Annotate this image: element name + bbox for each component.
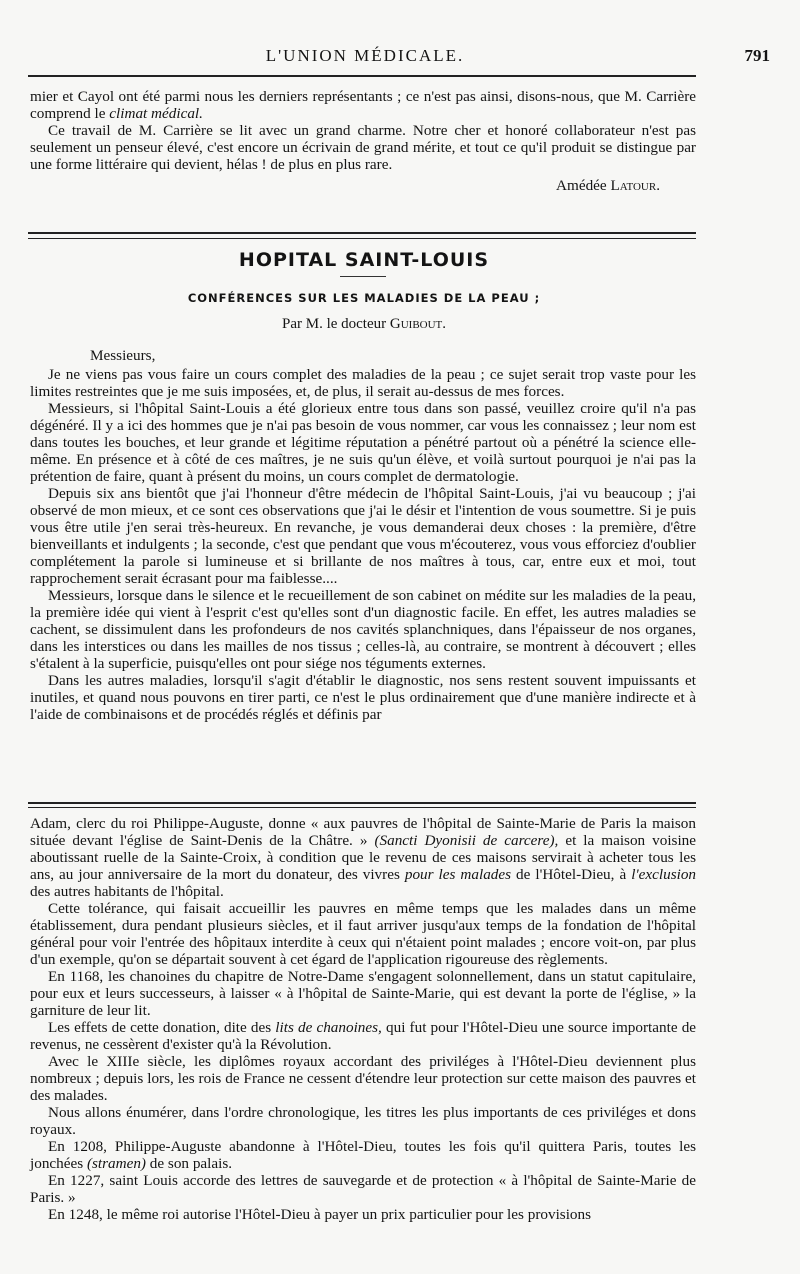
- title-underline: [340, 276, 386, 277]
- paragraph: Messieurs, lorsque dans le silence et le recueillement de son cabinet on médite sur les maladies de la peau, la première idée qui vient à l'esprit c'est qu'elles sont d'un diagnostic facile. En effet, les autres maladies se cachent, se dissimulent dans les profondeurs de nos cavités splanchniques, dans l'épaisseur de nos organes, dans les interstices ou dans les mailles de nos tissus ; celles-là, au contraire, se montrent à découvert ; elles s'étalent à la superficie, puisqu'elles ont pour siége nos téguments externes.: [30, 587, 696, 672]
- article-body: [30, 366, 696, 723]
- top-article-ending: [30, 88, 696, 194]
- paragraph: Messieurs, si l'hôpital Saint-Louis a été glorieux entre tous dans son passé, veuillez croire qu'il n'a pas dégénéré. Il y a ici des hommes que je n'ai pas besoin de vous nommer, car vous les connaissez ; leur nom est dans toutes les bouches, et leur grande et légitime réputation a pénétré partout où a pénétré la science elle-même. En présence et à côté de ces maîtres, je ne suis qu'un élève, et voilà surtout pourquoi je n'ai pas la prétention de faire, quant à présent du moins, un cours complet de dermatologie.: [30, 400, 696, 485]
- paragraph: En 1168, les chanoines du chapitre de Notre-Dame s'engagent solonnellement, dans un statut capitulaire, pour eux et leurs successeurs, à laisser « à l'hôpital de Sainte-Marie, qui est devant la porte de l'église, » la garniture de leur lit.: [30, 968, 696, 1019]
- text-run: En 1208, Philippe-Auguste abandonne à l'Hôtel-Dieu, toutes les fois qu'il quittera Paris, toutes les jonchées: [30, 1138, 696, 1172]
- paragraph: Je ne viens pas vous faire un cours complet des maladies de la peau ; ce sujet serait trop vaste pour les limites restreintes que je me suis imposées, et, de plus, il serait au-dessus de mes forces.: [30, 366, 696, 400]
- signature-first-name: Amédée: [556, 177, 607, 194]
- paragraph: [30, 1019, 696, 1053]
- running-title: L'UNION MÉDICALE.: [265, 46, 465, 65]
- text-run: et la maison voisine aboutissant ruelle de la Sainte-Croix, à condition que le revenu de ces maisons servirait à acheter tous les ans, au jour anniversaire de la mort du donateur, des vivres: [30, 832, 697, 883]
- paragraph: Nous allons énumérer, dans l'ordre chronologique, les titres les plus importants de ces priviléges et dons royaux.: [30, 1104, 696, 1138]
- header-rule: [28, 75, 696, 77]
- paragraph: [30, 88, 696, 122]
- conference-title: CONFÉRENCES SUR LES MALADIES DE LA PEAU ;: [187, 291, 541, 305]
- feuilleton-body: [30, 815, 696, 1223]
- author-line: [0, 316, 728, 333]
- italic-text: (stramen): [86, 1155, 146, 1172]
- text-run: qui fut pour l'Hôtel-Dieu une source importante de revenus, ne cessèrent d'exister qu'à la Révolution.: [30, 1019, 697, 1053]
- paragraph: Avec le XIIIe siècle, les diplômes royaux accordant des priviléges à l'Hôtel-Dieu deviennent plus nombreux ; depuis lors, les rois de France ne cessent d'étendre leur protection sur cette maison des pauvres et des malades.: [30, 1053, 696, 1104]
- italic-text: climat médical.: [109, 105, 203, 122]
- italic-text: lits de chanoines,: [275, 1019, 382, 1036]
- author-name: Guibout.: [389, 316, 447, 332]
- italic-text: (Sancti Dyonisii de carcere),: [374, 832, 559, 849]
- page-header: [30, 46, 770, 76]
- paragraph: Depuis six ans bientôt que j'ai l'honneur d'être médecin de l'hôpital Saint-Louis, j'ai vu beaucoup ; j'ai observé de mon mieux, et ce sont ces observations que j'ai le désir et l'intention de vous soumettre. Si je puis vous être utile j'en serai très-heureux. En revanche, je vous demanderai deux choses : la première, d'être bienveillants et indulgents ; la seconde, c'est que pendant que vous m'écouterez, vous vous efforciez d'oublier complétement la parole si lumineuse et si brillante de nos maîtres à tous, car, entre eux et moi, tout rapprochement serait écrasant pour ma faiblesse....: [30, 485, 696, 587]
- feuilleton-rule: [28, 802, 696, 808]
- section-rule: [28, 232, 696, 239]
- signature-last-name: Latour.: [610, 177, 660, 194]
- italic-text: pour les malades: [404, 866, 512, 883]
- section-title: HOPITAL SAINT-LOUIS: [238, 249, 490, 271]
- text-run: de l'Hôtel-Dieu, à: [516, 866, 627, 883]
- paragraph: Dans les autres maladies, lorsqu'il s'agit d'établir le diagnostic, nos sens restent souvent impuissants et inutiles, et quand nous pouvons en tirer parti, ce n'est le plus ordinairement que d'une manière indirecte et à l'aide de combinaisons et de procédés réglés et définis par: [30, 672, 696, 723]
- paragraph: Ce travail de M. Carrière se lit avec un grand charme. Notre cher et honoré collaborateur n'est pas seulement un penseur élevé, c'est encore un écrivain de grand mérite, et tout ce qu'il produit se distingue par une forme littéraire qui devient, hélas ! de plus en plus rare.: [30, 122, 696, 173]
- paragraph: En 1248, le même roi autorise l'Hôtel-Dieu à payer un prix particulier pour les provisions: [48, 1206, 592, 1223]
- paragraph: [30, 1138, 696, 1172]
- paragraph: [30, 815, 696, 900]
- italic-text: l'exclusion: [631, 866, 697, 883]
- author-prefix: Par M. le docteur: [281, 316, 387, 332]
- text-run: Adam, clerc du roi Philippe-Auguste, donne « aux pauvres de l'hôpital de Sainte-Marie de Paris la maison située devant l'église de Saint-Denis de la Châtre. »: [30, 815, 696, 849]
- text-run: Les effets de cette donation, dite des: [48, 1019, 272, 1036]
- text-run: de son palais.: [149, 1155, 233, 1172]
- text-run: mier et Cayol ont été parmi nous les derniers représentants ; ce n'est pas ainsi, disons-nous, que M. Carrière comprend le: [30, 88, 696, 122]
- salutation: Messieurs,: [90, 347, 156, 364]
- paragraph: Cette tolérance, qui faisait accueillir les pauvres en même temps que les malades dans un même établissement, dura pendant plusieurs siècles, et il faut arriver jusqu'aux temps de la fondation de l'hôpital général pour voir l'entrée des hôpitaux interdite à ceux qui n'étaient point malades ; encore voit-on, par plus d'un exemple, qu'on se départait souvent à cet égard de l'application rigoureuse des règlements.: [30, 900, 696, 968]
- paragraph: En 1227, saint Louis accorde des lettres de sauvegarde et de protection « à l'hôpital de Sainte-Marie de Paris. »: [30, 1172, 696, 1206]
- page-number: 791: [744, 46, 770, 65]
- signature: [30, 177, 696, 194]
- text-run: des autres habitants de l'hôpital.: [30, 883, 224, 900]
